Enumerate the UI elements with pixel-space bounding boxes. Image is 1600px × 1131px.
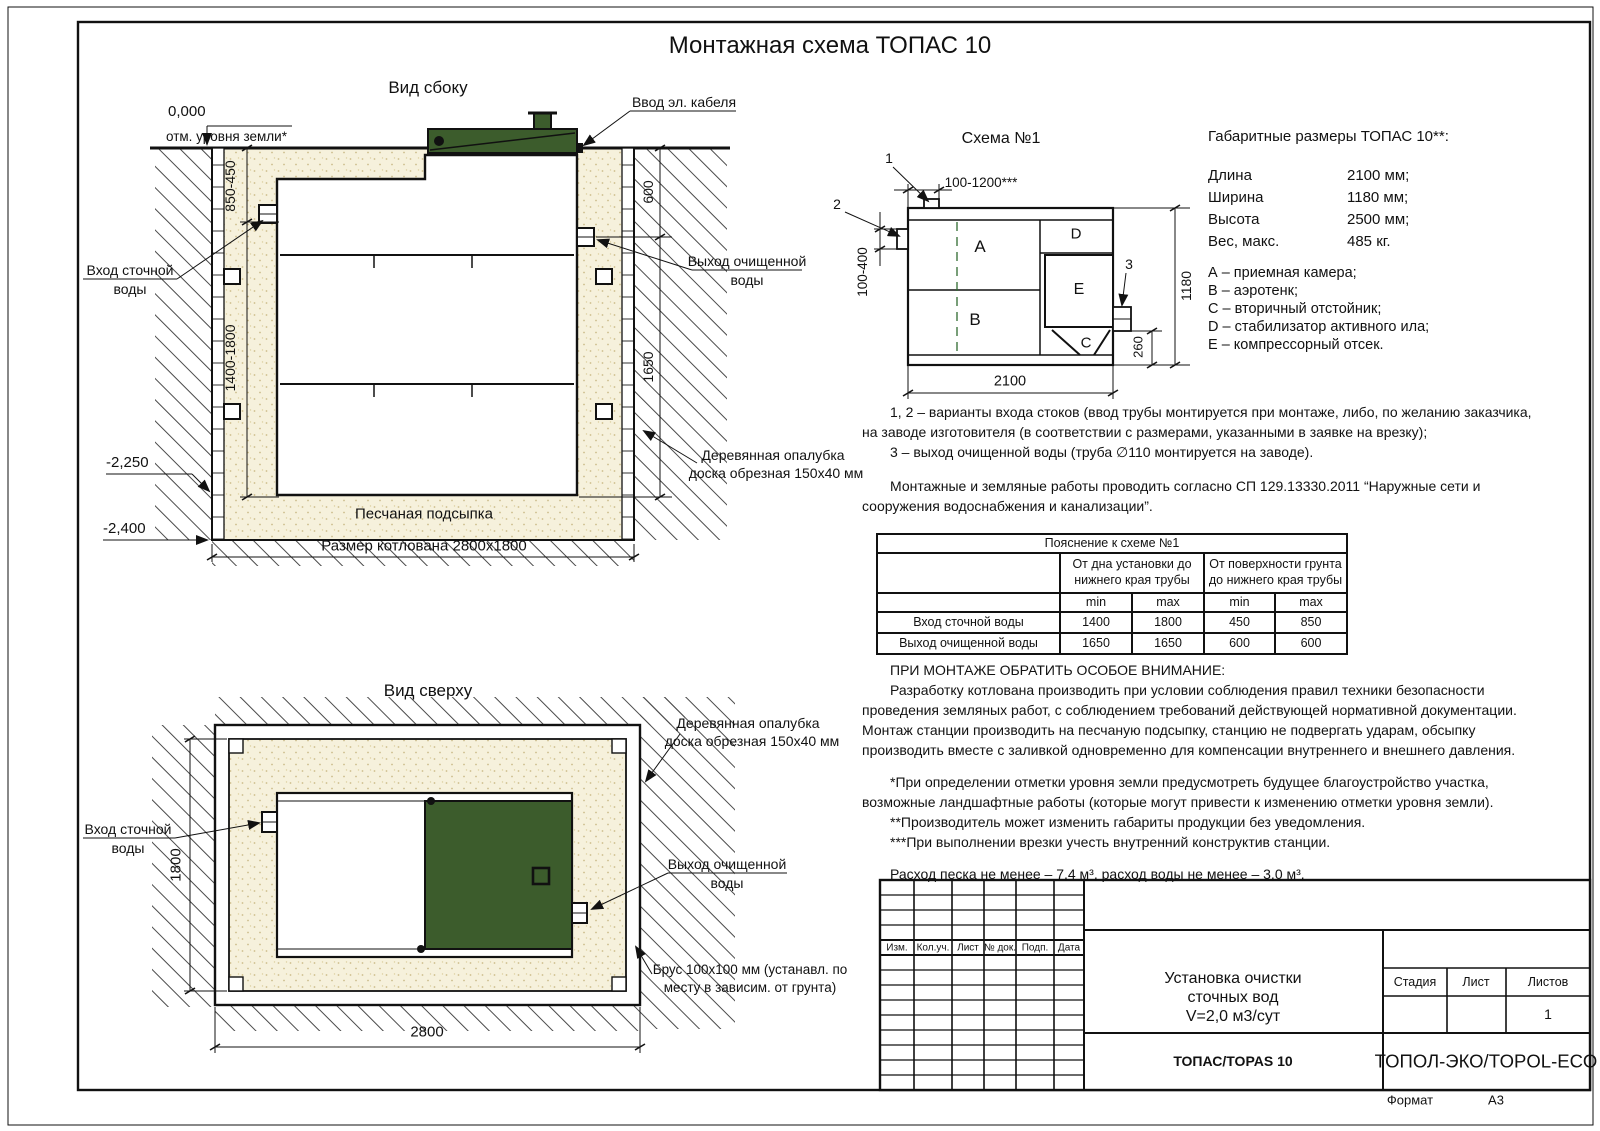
top-dim-depth: 1800 [167, 848, 185, 882]
table-min-header: min [1204, 593, 1275, 612]
schema-dim-left: 100-400 [855, 247, 871, 297]
spec-label: Вес, макс. [1208, 233, 1280, 250]
top-inlet-label-line1: Вход сточной [84, 820, 172, 837]
legend-item-a: А – приемная камера; [1208, 265, 1357, 281]
table-title: Пояснение к схеме №1 [877, 534, 1347, 553]
consumption-note: Расход песка не менее – 7,4 м³, расход воды не менее – 3,0 м³. [890, 866, 1305, 882]
top-view-title: Вид сверху [383, 681, 473, 701]
page-title: Монтажная схема ТОПАС 10 [668, 32, 992, 60]
attention-footnote-1: *При определении отметки уровня земли предусмотреть будущее благоустройство участка, возможные ландшафтные работы (которые могут привести к изменению отметки уровня земли). [862, 774, 1494, 810]
compartment-a-label: A [974, 237, 986, 257]
spec-value: 485 кг. [1347, 233, 1391, 250]
format-label: Формат [1386, 1092, 1434, 1108]
side-view-title: Вид сбоку [388, 78, 468, 98]
pit-size-label: Размер котлована 2800x1800 [321, 537, 527, 555]
stamp-col-izm: Изм. [886, 942, 908, 954]
spec-value: 2100 мм; [1347, 167, 1410, 184]
table-cell: 600 [1275, 633, 1347, 654]
schema-dim-length: 2100 [993, 373, 1027, 390]
table-min-header: min [1060, 593, 1132, 612]
note-sp: Монтажные и земляные работы проводить согласно СП 129.13330.2011 “Наружные сети и сооружения водоснабжения и канализации”. [862, 478, 1481, 514]
top-outlet-label-line2: воды [710, 874, 744, 891]
table-cell: 850 [1275, 612, 1347, 633]
stamp-col-data: Дата [1057, 942, 1081, 954]
schema-mark-3: 3 [1125, 255, 1133, 272]
timber-label-line1: Брус 100x100 мм (устанавл. по [652, 962, 848, 978]
schema-notes [862, 402, 1542, 516]
stamp-col-ndok: № док. [983, 942, 1017, 954]
dim-inlet-from-ground: 850-450 [221, 160, 238, 212]
table-row-label: Вход сточной воды [877, 612, 1060, 633]
inlet-label-line2: воды [113, 280, 147, 297]
schema-title: Схема №1 [961, 129, 1041, 147]
top-formwork-label-line1: Деревянная опалубка [676, 714, 820, 731]
compartment-c-label: C [1080, 334, 1092, 352]
company-name: ТОПОЛ-ЭКО/TOPOL-ECO [1374, 1050, 1598, 1072]
doc-title-line1: Установка очистки [1164, 969, 1302, 987]
product-name: ТОПАС/TOPAS 10 [1173, 1052, 1293, 1069]
table-cell: 600 [1204, 633, 1275, 654]
ground-level-note: отм. уровня земли* [166, 129, 287, 144]
legend-item-e: Е – компрессорный отсек. [1208, 337, 1384, 353]
cable-entry-label: Ввод эл. кабеля [631, 93, 737, 110]
spec-value: 1180 мм; [1347, 189, 1409, 206]
attention-title: ПРИ МОНТАЖЕ ОБРАТИТЬ ОСОБОЕ ВНИМАНИЕ: [890, 662, 1226, 678]
dim-outlet-from-ground: 600 [639, 180, 656, 204]
attention-paragraph: Разработку котлована производить при условии соблюдения правил техники безопасности проведения земляных работ, с соблюдением требований действующей нормативной документации. Монтаж станции производить на песчаную подсыпку, станцию не подвергать ударам, обсыпку производить вместе с заливкой одновременно для компенсации внутреннего и внешнего давления. [862, 682, 1517, 758]
sand-bed-label: Песчаная подсыпка [354, 505, 494, 523]
table-group-surface: От поверхности грунта до нижнего края трубы [1204, 553, 1347, 593]
stage-label: Стадия [1393, 974, 1437, 989]
compartment-d-label: D [1070, 225, 1082, 243]
top-inlet-label-line2: воды [111, 839, 145, 856]
zero-level-label: 0,000 [168, 103, 206, 120]
spec-label: Длина [1208, 167, 1252, 184]
schema-dim-width: 1180 [1177, 270, 1194, 302]
schema-drawing [845, 167, 1190, 399]
table-row-label: Выход очищенной воды [877, 633, 1060, 654]
format-value: А3 [1488, 1092, 1504, 1108]
specs-title: Габаритные размеры ТОПАС 10**: [1208, 128, 1449, 145]
sheets-value: 1 [1544, 1005, 1552, 1022]
note-variants-1: 1, 2 – варианты входа стоков (ввод трубы монтируется при монтаже, либо, по желанию заказчика, на заводе изготовителя (в соответствии с размерами, указанными в заявке на врезку); [862, 404, 1532, 440]
compartment-e-label: E [1073, 280, 1085, 298]
sheets-label: Листов [1527, 974, 1569, 989]
explanation-table [876, 533, 1348, 655]
outlet-label-line1: Выход очищенной [687, 252, 807, 269]
outlet-label-line2: воды [730, 271, 764, 288]
spec-value: 2500 мм; [1347, 211, 1410, 228]
top-view-drawing [83, 697, 787, 1053]
formwork-label-line2: доска обрезная 150x40 мм [688, 464, 864, 481]
table-empty-cell [877, 593, 1060, 612]
stamp-col-list: Лист [957, 942, 979, 954]
top-formwork-label-line2: доска обрезная 150x40 мм [664, 732, 840, 749]
schema-mark-2: 2 [833, 195, 841, 212]
table-corner-cell [877, 553, 1060, 593]
schema-mark-1: 1 [885, 149, 893, 166]
doc-title-line2: сточных вод [1187, 988, 1279, 1006]
spec-label: Высота [1208, 211, 1260, 228]
attention-block [862, 660, 1552, 884]
side-view-drawing [83, 111, 802, 566]
table-cell: 1650 [1060, 633, 1132, 654]
stamp-col-podp: Подп. [1021, 942, 1049, 954]
stamp-col-koluch: Кол.уч. [916, 942, 950, 954]
inlet-label-line1: Вход сточной [86, 261, 174, 278]
table-cell: 1650 [1132, 633, 1204, 654]
top-dim-width: 2800 [410, 1023, 444, 1041]
table-group-bottom: От дна установки до нижнего края трубы [1060, 553, 1204, 593]
doc-title-line3: V=2,0 м3/сут [1185, 1007, 1281, 1025]
sheet-label: Лист [1462, 974, 1490, 989]
legend-item-b: В – аэротенк; [1208, 283, 1298, 299]
formwork-label-line1: Деревянная опалубка [701, 446, 845, 463]
legend-item-d: D – стабилизатор активного ила; [1208, 319, 1430, 335]
table-cell: 1800 [1132, 612, 1204, 633]
level-minus-2250: -2,250 [106, 454, 149, 471]
dim-inlet-from-bottom: 1400-1800 [221, 324, 238, 392]
schema-dim-outlet: 260 [1130, 336, 1146, 358]
level-minus-2400: -2,400 [103, 520, 146, 537]
timber-label-line2: месту в зависим. от грунта) [663, 980, 837, 996]
dim-outlet-from-bottom: 1650 [639, 351, 656, 383]
compartment-b-label: B [969, 310, 981, 330]
table-max-header: max [1132, 593, 1204, 612]
table-max-header: max [1275, 593, 1347, 612]
schema-dim-top: 100-1200*** [944, 175, 1018, 191]
attention-footnote-3: ***При выполнении врезки учесть внутренний конструктив станции. [890, 834, 1331, 850]
note-variants-2: 3 – выход очищенной воды (труба ∅110 монтируется на заводе). [890, 444, 1314, 460]
spec-label: Ширина [1208, 189, 1264, 206]
table-cell: 450 [1204, 612, 1275, 633]
attention-footnote-2: **Производитель может изменить габариты продукции без уведомления. [890, 814, 1366, 830]
top-outlet-label-line1: Выход очищенной [667, 855, 787, 872]
table-cell: 1400 [1060, 612, 1132, 633]
legend-item-c: С – вторичный отстойник; [1208, 301, 1382, 317]
